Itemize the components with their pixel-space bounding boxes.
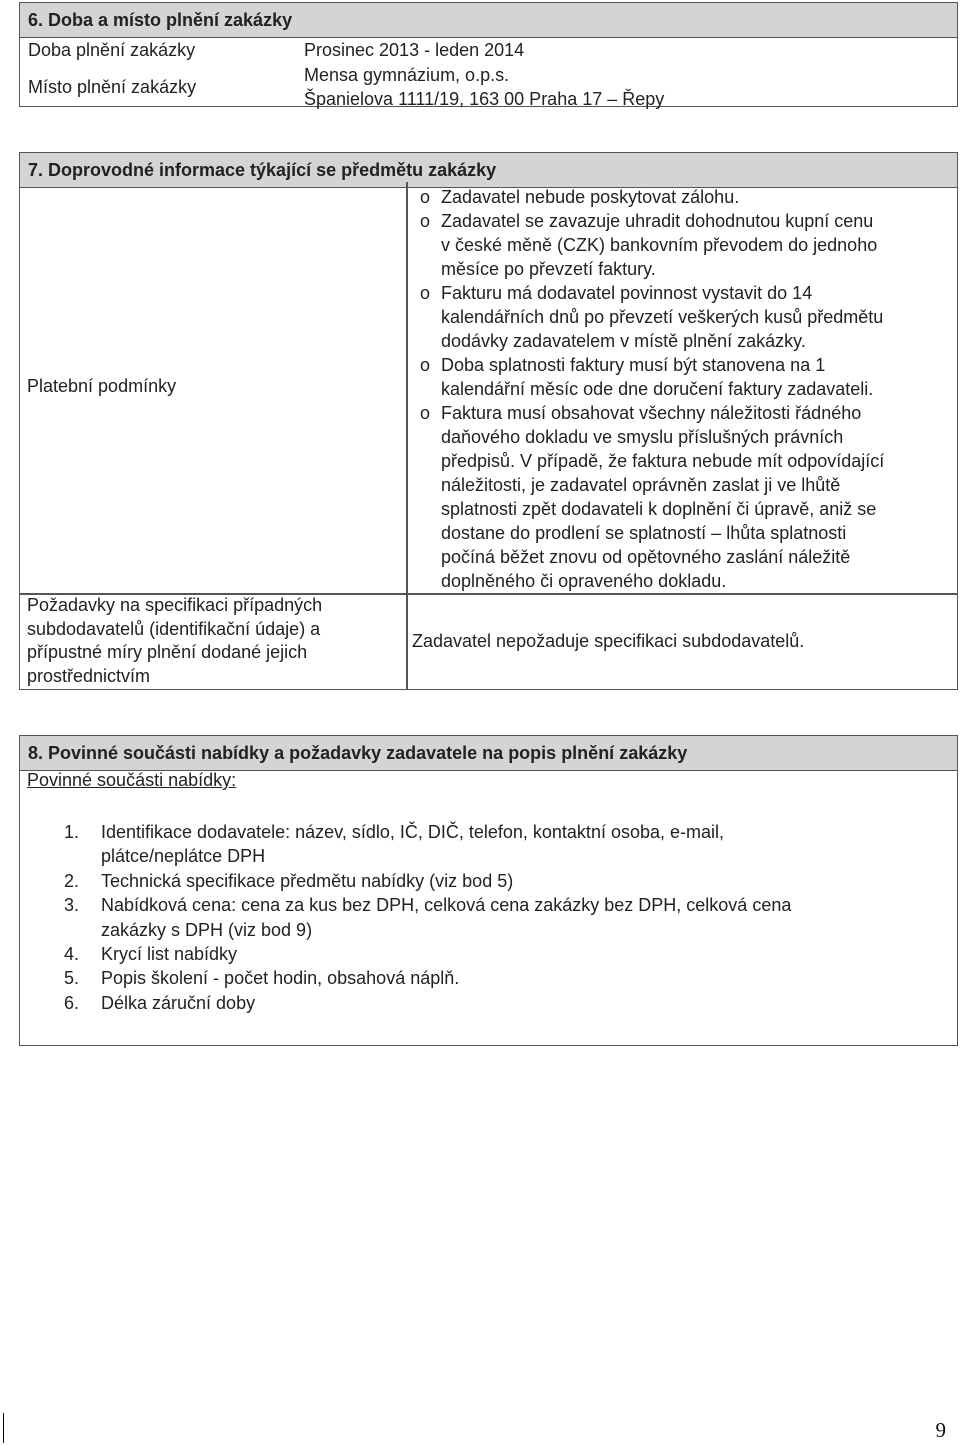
list-item [420,401,960,593]
margin-bar [3,1413,4,1443]
text-line: zakázky s DPH (viz bod 9) [101,919,313,940]
list-item [64,893,884,942]
item-number: 6. [64,992,80,1013]
section-8-box [19,735,958,1046]
list-item [420,353,960,401]
table-row [20,38,957,63]
bullet-symbol: o [420,283,431,303]
text-line: Délka záruční doby [101,992,256,1013]
value-line: Španielova 1111/19, 163 00 Praha 17 – Řepy [304,89,665,109]
bullet-symbol: o [420,403,431,423]
bullet-symbol: o [420,187,431,207]
text-line: splatnosti zpět dodavateli k doplnění či úpravě, aniž se [441,499,877,519]
text-line: subdodavatelů (identifikační údaje) a [27,618,321,639]
text-line: Krycí list nabídky [101,944,238,965]
text-line: dodávky zadavatelem v místě plnění zakázky. [441,331,806,351]
section-8-header: 8. Povinné součásti nabídky a požadavky zadavatele na popis plnění zakázky [20,736,957,771]
required-parts-title: Povinné součásti nabídky: [27,770,237,790]
row-label: Doba plnění zakázky [28,40,196,60]
text-line: Faktura musí obsahovat všechny náležitosti řádného [441,403,862,423]
list-item [420,185,960,209]
text-line: Identifikace dodavatele: název, sídlo, IČ, DIČ, telefon, kontaktní osoba, e-mail, [101,822,725,842]
list-item [420,281,960,353]
list-item [64,991,884,1015]
text-line: předpisů. V případě, že faktura nebude mít odpovídající [441,451,885,471]
text-line: počíná běžet znovu od opětovného zaslání náležitě [441,547,851,567]
subcontractor-value: Zadavatel nepožaduje specifikaci subdodavatelů. [412,631,805,651]
row-value: Prosinec 2013 - leden 2014 [304,40,525,60]
text-line: Popis školení - počet hodin, obsahová náplň. [101,968,460,989]
item-number: 4. [64,944,80,965]
text-line: daňového dokladu ve smyslu příslušných právních [441,427,844,447]
section-6-box [19,2,958,107]
text-line: doplněného či opraveného dokladu. [441,571,727,591]
subcontractor-label [27,594,397,688]
row-label: Místo plnění zakázky [28,77,197,97]
item-number: 2. [64,870,80,891]
text-line: Požadavky na specifikaci případných [27,595,323,615]
payment-terms-label: Platební podmínky [27,376,177,396]
payment-terms-list [420,185,960,593]
row-value [296,63,957,111]
text-line: náležitosti, je zadavatel oprávněn zaslat ji ve lhůtě [441,475,841,495]
text-line: prostřednictvím [27,665,151,686]
text-line: Doba splatnosti faktury musí být stanovena na 1 [441,355,826,375]
text-line: Technická specifikace předmětu nabídky (viz bod 5) [101,870,514,891]
list-item [64,942,884,966]
text-line: Fakturu má dodavatel povinnost vystavit do 14 [441,283,813,303]
required-parts-list [64,820,884,1015]
bullet-symbol: o [420,211,431,231]
text-line: kalendářních dnů po převzetí veškerých kusů předmětu [441,307,884,327]
text-line: plátce/neplátce DPH [101,846,266,867]
section-6-header: 6. Doba a místo plnění zakázky [20,3,957,38]
text-line: Nabídková cena: cena za kus bez DPH, celková cena zakázky bez DPH, celková cena [101,895,792,916]
bullet-symbol: o [420,355,431,375]
text-line: měsíce po převzetí faktury. [441,259,656,279]
section-7-box [19,152,958,690]
text-line: v české měně (CZK) bankovním převodem do jednoho [441,235,878,255]
item-number: 5. [64,968,80,989]
column-divider [406,182,408,689]
item-number: 1. [64,822,80,842]
text-line: přípustné míry plnění dodané jejich [27,642,308,662]
text-line: dostane do prodlení se splatností – lhůta splatnosti [441,523,847,543]
section-6-table [20,38,957,111]
list-item [64,869,884,893]
section-7-header: 7. Doprovodné informace týkající se předmětu zakázky [20,153,957,188]
list-item [64,820,884,869]
text-line: Zadavatel se zavazuje uhradit dohodnutou kupní cenu [441,211,874,231]
text-line: Zadavatel nebude poskytovat zálohu. [441,187,740,207]
list-item [64,966,884,990]
value-line: Mensa gymnázium, o.p.s. [304,65,510,85]
item-number: 3. [64,895,80,916]
page-number: 9 [935,1418,946,1442]
list-item [420,209,960,281]
table-row [20,63,957,111]
text-line: kalendářní měsíc ode dne doručení faktury zadavateli. [441,379,874,399]
